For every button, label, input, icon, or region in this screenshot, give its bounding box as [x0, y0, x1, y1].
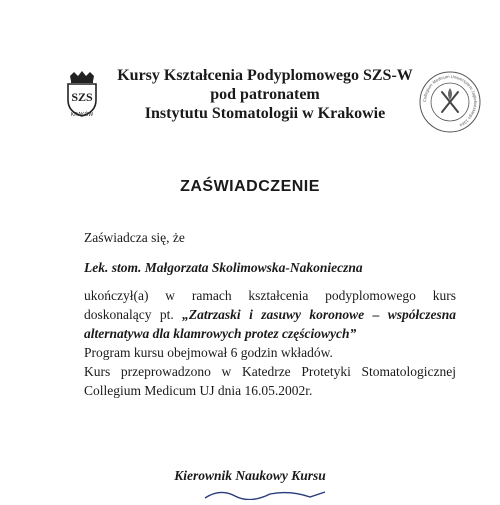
szs-crest-logo: [62, 70, 102, 118]
certificate-title: ZAŚWIADCZENIE: [180, 178, 320, 195]
location-text: Kurs przeprowadzono w Katedrze Protetyki Stomatologicznej Collegium Medicum UJ dnia 16.05.2002r.: [84, 364, 456, 398]
header-line-3: Instytutu Stomatologii w Krakowie: [144, 105, 386, 122]
header-line-2: pod patronatem: [210, 86, 320, 103]
completion-text: ukończył(a) w ramach kształcenia podyplomowego kurs doskonalący pt.: [84, 288, 456, 322]
certificate-paragraph: [84, 286, 456, 400]
signature-mark: [200, 486, 330, 500]
signature-role: Kierownik Naukowy Kursu: [174, 468, 326, 483]
certificate-intro: Zaświadcza się, że: [84, 230, 185, 245]
course-title: „Zatrzaski i zasuwy koronowe – współczesna alternatywa dla klamrowych protez częściowych”: [84, 307, 456, 341]
certificate-header: [100, 66, 430, 123]
seal-ring-text: Collegium Medicum Uniwersytetu Jagiellońskiego 1364: [421, 73, 479, 128]
program-text: Program kursu obejmował 6 godzin wkładów.: [84, 345, 333, 360]
logo-caption: KRAKÓW: [70, 112, 94, 118]
header-line-1: Kursy Kształcenia Podyplomowego SZS-W: [117, 67, 413, 84]
logo-emblem-text: SZS: [71, 90, 93, 104]
recipient-name: Lek. stom. Małgorzata Skolimowska-Nakonieczna: [84, 260, 363, 275]
